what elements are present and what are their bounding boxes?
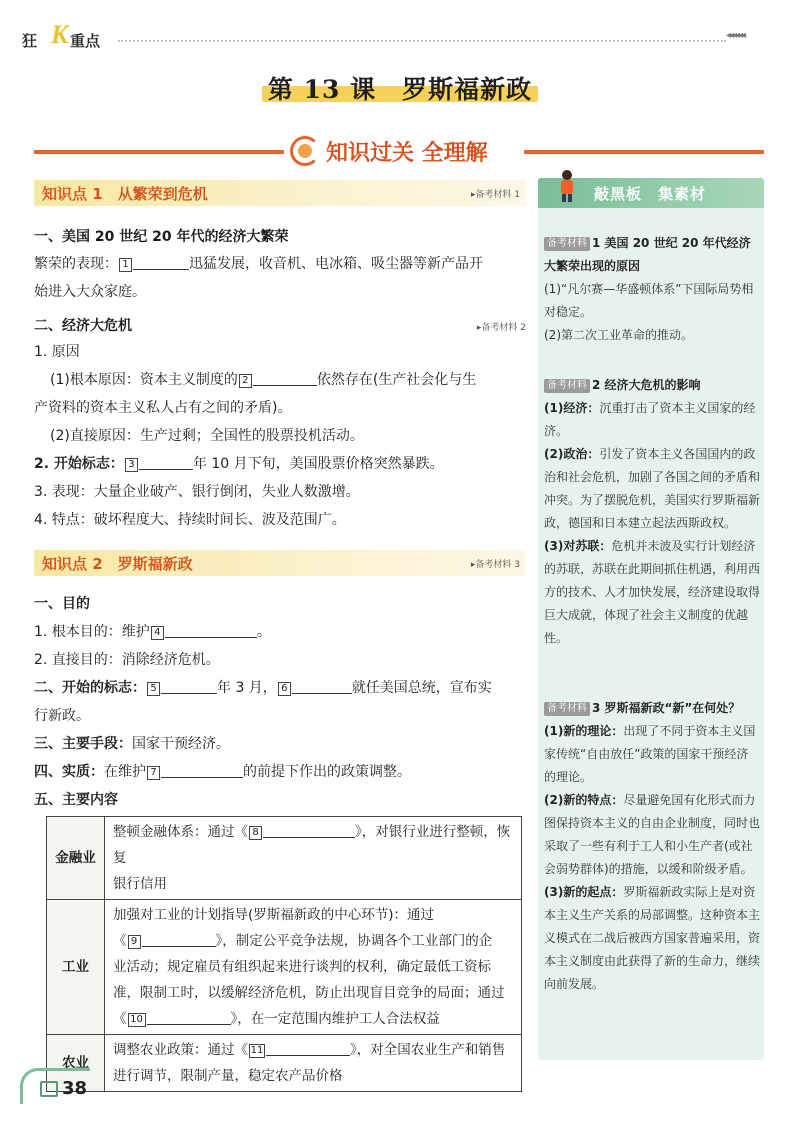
material-tag-2: 备考材料 (544, 379, 590, 393)
brand-text-a: 狂 (22, 32, 39, 50)
knowledge-point-2-title: 知识点 2 罗斯福新政 (42, 555, 193, 573)
blank-line-3[interactable] (139, 456, 193, 470)
material-tag-1: 备考材料 (544, 237, 590, 251)
blank-number-5: 5 (147, 682, 160, 696)
table-row-header-finance: 金融业 (47, 817, 105, 900)
blank-number-7: 7 (147, 766, 160, 780)
banner-line-left (34, 150, 284, 154)
blank-number-3: 3 (125, 458, 138, 472)
blank-line-11[interactable] (266, 1042, 350, 1056)
table-row (47, 900, 522, 1035)
paragraph-crisis: 1. 原因 (1)根本原因：资本主义制度的 2 依然存在(生产社会化与生 产资料的资本主义私人占有之间的矛盾)。 (2)直接原因：生产过剩；全国性的股票投机活动。 2. 开始标志： 3 年 10 月下旬，美国股票价格突然暴跌。 3. 表现：大量企业破产、银行倒闭，失业人数激增。 4. 特点：破坏程度大、持续时间长、波及范围广。 (34, 344, 477, 528)
banner-line-right (524, 150, 764, 154)
blank-number-9: 9 (128, 935, 141, 949)
table-row (47, 817, 522, 900)
page-number: 38 (62, 1078, 88, 1099)
blank-number-8: 8 (249, 826, 262, 840)
brand-text-k: K (51, 20, 69, 49)
blank-line-6[interactable] (292, 680, 352, 694)
blank-line-8[interactable] (263, 824, 355, 838)
knowledge-point-1-bar (34, 180, 526, 206)
swirl-dot-icon (298, 144, 312, 158)
material-reference-1: ▸备考材料 1 (470, 190, 520, 200)
blank-line-10[interactable] (147, 1011, 231, 1025)
blank-line-1[interactable] (133, 256, 189, 270)
blank-line-5[interactable] (161, 680, 217, 694)
blank-number-6: 6 (278, 682, 291, 696)
blank-line-7[interactable] (161, 764, 243, 778)
table-cell-finance: 整顿金融体系：通过《 8 》，对银行业进行整顿，恢复 银行信用 (105, 817, 522, 900)
blank-number-4: 4 (151, 626, 164, 640)
blank-number-11: 11 (250, 1045, 264, 1056)
blank-number-2: 2 (239, 374, 252, 388)
knowledge-point-2-bar (34, 550, 526, 576)
section-banner (290, 134, 520, 168)
material-tag-3: 备考材料 (544, 702, 590, 716)
paragraph-new-deal: 一、目的 1. 根本目的：维护 4 。 2. 直接目的：消除经济危机。 二、开始的标志： 5 年 3 月， 6 就任美国总统，宣布实 行新政。 三、主要手段：国家干预经济。 四、实质：在维护 7 的前提下作出的政策调整。 五、主要内容 (34, 596, 492, 808)
table-row-header-agriculture: 农业 (47, 1035, 105, 1092)
heading-prosperity: 一、美国 20 世纪 20 年代的经济大繁荣 (34, 229, 289, 245)
table-row-header-industry: 工业 (47, 900, 105, 1035)
side-panel-title: 敲黑板 集素材 (594, 185, 707, 203)
blank-line-4[interactable] (165, 624, 257, 638)
brand-text-b: 重点 (70, 32, 101, 50)
blank-line-2[interactable] (253, 372, 317, 386)
blank-number-1: 1 (119, 258, 132, 272)
material-box-3: 备考材料 3 罗斯福新政“新”在何处？ (1)新的理论：出现了不同于资本主义国家传统“自由放任”政策的国家干预经济的理论。 (2)新的特点：尽量避免国有化形式而力图保持资本主义的自由企业制度，同时也采取了一些有利于工人和小生产者(或社会弱势群体)的措施，以缓和阶级矛盾。 (3)新的起点：罗斯福新政实际上是对资本主义生产关系的局部调整。这种资本主义模式在二战后被西方国家普遍采用，资本主义制度由此获得了新的生命力，继续向前发展。 (544, 701, 761, 991)
material-reference-2: ▸备考材料 2 (476, 323, 526, 333)
material-box-1: 备考材料 1 美国 20 世纪 20 年代经济大繁荣出现的原因 (1)“凡尔赛—华盛顿体系”下国际局势相对稳定。 (2)第二次工业革命的推动。 (544, 236, 754, 342)
calendar-icon (40, 1081, 58, 1097)
header-dotted-divider (118, 40, 726, 42)
table-row (47, 1035, 522, 1092)
new-deal-content-table (46, 816, 522, 1092)
banner-title: 知识过关 全理解 (326, 140, 488, 166)
material-box-2: 备考材料 2 经济大危机的影响 (1)经济：沉重打击了资本主义国家的经济。 (2)政治：引发了资本主义各国国内的政治和社会危机，加剧了各国之间的矛盾和冲突。为了摆脱危机，美国实行罗斯福新政，德国和日本建立起法西斯政权。 (3)对苏联：危机并未波及实行计划经济的苏联，苏联在此期间抓住机遇，利用西方的技术、人才加快发展，经济建设取得巨大成就，体现了社会主义制度的优越性。 (544, 378, 761, 645)
page-number-badge (40, 1078, 92, 1100)
table-cell-agriculture: 调整农业政策：通过《 11 》，对全国农业生产和销售 进行调节，限制产量，稳定农产品价格 (105, 1035, 522, 1092)
blank-number-10: 10 (128, 1013, 146, 1027)
blank-line-9[interactable] (142, 933, 216, 947)
side-panel-header (538, 178, 764, 208)
knowledge-point-1-title: 知识点 1 从繁荣到危机 (42, 185, 208, 203)
table-cell-industry: 加强对工业的计划指导(罗斯福新政的中心环节)：通过 《 9 》，制定公平竞争法规，协调各个工业部门的企 业活动；规定雇员有组织起来进行谈判的权利，确定最低工资标 准，限制工时，以缓解经济危机，防止出现盲目竞争的局面；通过 《 10 》，在一定范围内维护工人合法权益 (105, 900, 522, 1035)
paragraph-prosperity: 繁荣的表现： 1 迅猛发展，收音机、电冰箱、吸尘器等新产品开 始进入大众家庭。 (34, 256, 483, 300)
teacher-icon (556, 168, 578, 202)
chevron-left-icon: ◂◂◂◂◂◂ (726, 30, 745, 41)
heading-crisis: 二、经济大危机 (34, 318, 132, 334)
material-reference-3: ▸备考材料 3 (470, 560, 520, 570)
page-title: 第 13 课 罗斯福新政 (267, 75, 533, 104)
